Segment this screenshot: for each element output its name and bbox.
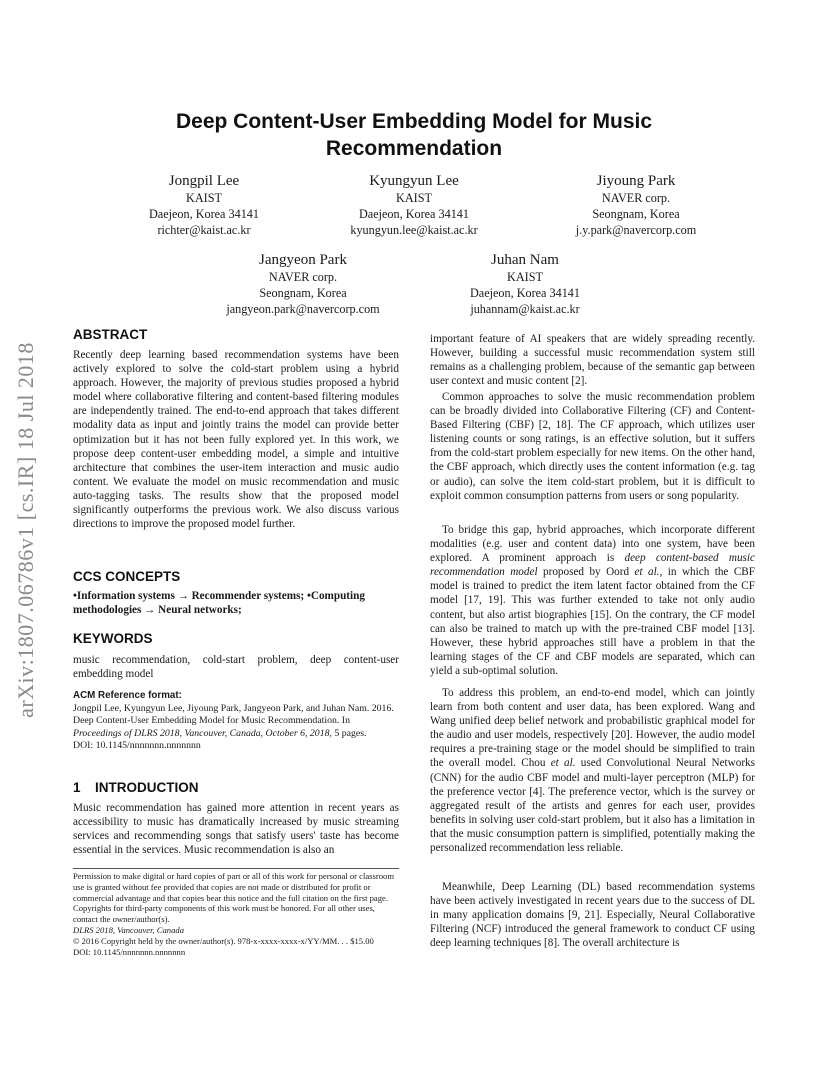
hybrid-text-c: proposed by Oord: [537, 566, 635, 579]
intro-paragraph-cf-cbf: Common approaches to solve the music recommendation problem can be broadly divided into Collaborative Filtering (CF) and Content-Based Filtering (CBF) [2, 18]. The CF approach, which utilizes user listening counts or song ratings, is an effective solution, but it suffers from the cold-start problem especially for new items. On the other hand, the CBF approach, which directly uses the content information (e.g. tag or audio), can solve the item cold-start problem, but it is difficult to exploit common consumption patterns from users or song popularity.: [430, 391, 755, 502]
section-title: INTRODUCTION: [95, 780, 199, 795]
author-email: j.y.park@navercorp.com: [575, 223, 697, 237]
author-affiliation: KAIST: [507, 270, 543, 284]
end-to-end-text-a: To address this problem, an end-to-end model, which can jointly learn from both content and user data, has been explored. Wang and Wang unified deep belief network and probabilistic graphical model for the audio and user models, respectively [20]. However, the audio model requires a pre-training stage or the model should be simplified to train the overall model. Chou: [430, 687, 755, 770]
author-email: juhannam@kaist.ac.kr: [470, 302, 580, 316]
acm-reference-citation: Jongpil Lee, Kyungyun Lee, Jiyoung Park, Jangyeon Park, and Juhan Nam. 2016. Deep Content-User Embedding Model for Music Recommendation. In: [73, 703, 394, 727]
author-email: richter@kaist.ac.kr: [157, 223, 251, 237]
ccs-concepts-text: •Information systems → Recommender systems; •Computing methodologies → Neural networks;: [73, 590, 365, 617]
author-address: Seongnam, Korea: [592, 207, 680, 221]
author-name: Juhan Nam: [491, 252, 559, 268]
hybrid-text-e: , in which the CBF model is trained to predict the item latent factor obtained from the CF model [17, 19]. This was further extended to take not only audio content, but also artist biographies [15]. On the contrary, the CF model can also be trained to match up with the pre-trained CBF model [13]. However, these hybrid approaches still have a problem in that the learning stages of the CF and CBF models are separated, which can yield a sub-optimal solution.: [430, 566, 755, 677]
author-email: kyungyun.lee@kaist.ac.kr: [350, 223, 478, 237]
author-name: Jiyoung Park: [596, 173, 676, 189]
introduction-paragraph-1: Music recommendation has gained more attention in recent years as accessibility to music has dramatically increased by music streaming services and recommending songs that satisfy users' taste has become essential in the services. Music recommendation is also an: [73, 802, 399, 857]
keywords-text: music recommendation, cold-start problem, deep content-user embedding model: [73, 654, 399, 681]
ccs-concepts-heading: CCS CONCEPTS: [73, 569, 181, 584]
paper-title-line-1: Deep Content-User Embedding Model for Music: [175, 110, 653, 133]
author-address: Daejeon, Korea 34141: [470, 286, 580, 300]
author-name: Jongpil Lee: [168, 173, 240, 189]
author-affiliation: KAIST: [396, 191, 432, 205]
author-affiliation: NAVER corp.: [601, 191, 671, 205]
paper-title: [100, 108, 728, 162]
hybrid-text-model-name: deep content-based music recommendation model: [430, 552, 755, 579]
author-block-5: [425, 251, 625, 317]
author-name: Kyungyun Lee: [369, 173, 459, 189]
footnote-copyright: © 2016 Copyright held by the owner/author(s). 978-x-xxxx-xxxx-x/YY/MM. . . $15.00: [73, 935, 374, 946]
author-block-1: [104, 172, 304, 238]
author-affiliation: NAVER corp.: [268, 270, 338, 284]
acm-reference-venue: Proceedings of DLRS 2018, Vancouver, Canada, October 6, 2018,: [73, 727, 332, 739]
author-affiliation: KAIST: [186, 191, 222, 205]
permission-notice: Permission to make digital or hard copies of part or all of this work for personal or classroom use is granted without fee provided that copies are not made or distributed for profit or commercial advantage and that copies bear this notice and the full citation on the first page. Copyrights for third-party components of this work must be honored. For all other uses, contact the owner/author(s).: [73, 871, 394, 925]
section-number: 1: [73, 780, 81, 795]
footnote-doi: DOI: 10.1145/nnnnnnn.nnnnnnn: [73, 946, 186, 957]
copyright-footnote: [73, 871, 399, 957]
end-to-end-text-c: used Convolutional Neural Networks (CNN) for the audio CBF model and multi-layer perceptron (MLP) for the preference vector [4]. The preference vector, which is the survey or aggregated result of the artists and genres for each user, provides benefits in solving user cold-start problem, but it also has a limitation in that the music consumption pattern is simplified, potentially making the personalized recommendation less reliable.: [430, 757, 755, 855]
author-address: Daejeon, Korea 34141: [149, 207, 259, 221]
author-block-3: [536, 172, 736, 238]
author-email: jangyeon.park@navercorp.com: [226, 302, 380, 316]
hybrid-text-etal: et al.: [634, 566, 660, 579]
end-to-end-text-etal: et al.: [550, 757, 576, 770]
keywords-heading: KEYWORDS: [73, 631, 153, 646]
acm-reference-text: [73, 703, 399, 753]
arxiv-identifier-sidebar: [4, 300, 48, 760]
author-name: Jangyeon Park: [259, 252, 347, 268]
footnote-venue: DLRS 2018, Vancouver, Canada: [73, 924, 184, 935]
acm-reference-pages: 5 pages.: [331, 727, 367, 739]
intro-paragraph-hybrid: [430, 523, 755, 678]
author-block-2: [314, 172, 514, 238]
author-address: Seongnam, Korea: [259, 286, 347, 300]
intro-paragraph-continued: important feature of AI speakers that are widely spreading recently. However, building a successful music recommendation system still remains as a challenging problem, because of the semantic gap between user context and music content [2].: [430, 333, 755, 388]
paper-title-line-2: Recommendation: [325, 137, 503, 160]
arxiv-identifier-text: arXiv:1807.06786v1 [cs.IR] 18 Jul 2018: [13, 342, 38, 718]
acm-reference-doi: DOI: 10.1145/nnnnnnn.nnnnnnn: [73, 740, 201, 752]
author-block-4: [203, 251, 403, 317]
acm-reference-heading: ACM Reference format:: [73, 690, 182, 701]
intro-paragraph-deep-learning: Meanwhile, Deep Learning (DL) based recommendation systems have been actively investigated in recent years due to the success of DL in many application domains [9, 21]. Especially, Neural Collaborative Filtering (NCF) introduced the general framework to conduct CF using deep learning techniques [8]. The overall architecture is: [430, 881, 755, 950]
footnote-rule: [73, 868, 399, 869]
hybrid-text-a: To bridge this gap, hybrid approaches, which incorporate different modalities (e.g. user and content data) into one system, have been explored. A prominent approach is: [430, 524, 755, 565]
abstract-heading: ABSTRACT: [73, 327, 148, 342]
intro-paragraph-end-to-end: [430, 686, 755, 855]
introduction-heading: [73, 780, 399, 795]
author-address: Daejeon, Korea 34141: [359, 207, 469, 221]
abstract-text: Recently deep learning based recommendation systems have been actively explored to solve the cold-start problem using a hybrid approach. However, the majority of previous studies proposed a hybrid model where collaborative filtering and content-based filtering modules are independently trained. The end-to-end approach that takes different modality data as input and jointly trains the model can provide better optimization but it has not been fully explored yet. In this work, we propose deep content-user embedding model, a simple and intuitive architecture that combines the user-item interaction and music audio content. We evaluate the model on music recommendation and music auto-tagging tasks. The results show that the proposed model significantly outperforms the previous work. We also discuss various directions to improve the proposed model further.: [73, 349, 399, 531]
